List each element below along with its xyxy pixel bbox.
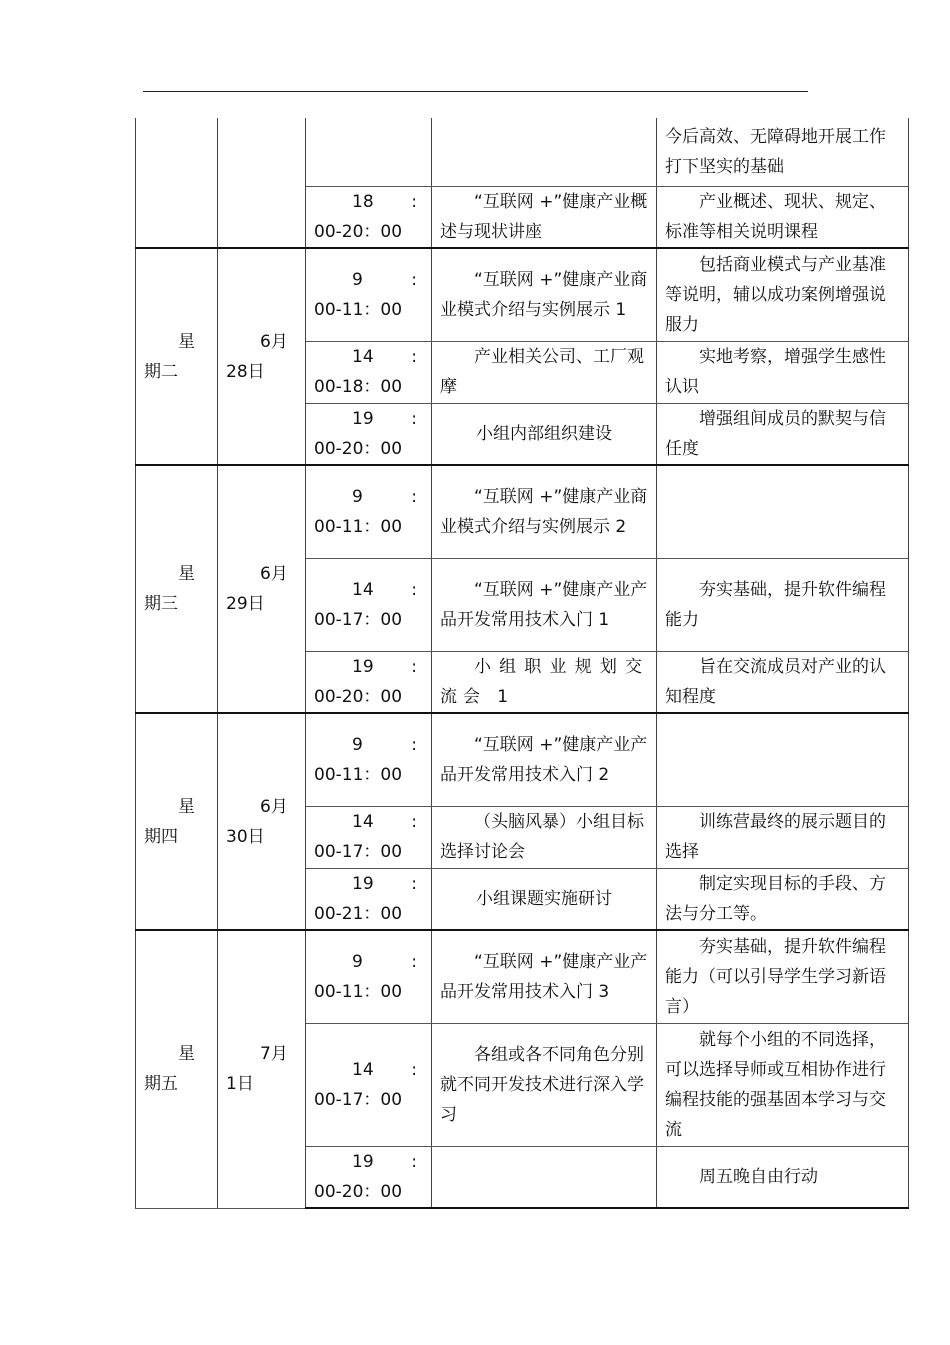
note-cell: 实地考察，增强学生感性认识: [657, 341, 909, 403]
activity-cell: “互联网 +”健康产业产品开发常用技术入门 3: [432, 930, 657, 1023]
time-cell: 14 : 00-18：00: [306, 341, 432, 403]
table-row: [136, 248, 909, 341]
activity-cell: “互联网 +”健康产业产品开发常用技术入门 1: [432, 558, 657, 651]
note-cell: 旨在交流成员对产业的认知程度: [657, 651, 909, 713]
note-cell: 包括商业模式与产业基准等说明，辅以成功案例增强说服力: [657, 248, 909, 341]
activity-cell: 各组或各不同角色分别就不同开发技术进行深入学习: [432, 1023, 657, 1146]
header-rule: [143, 91, 808, 92]
activity-cell: 小组内部组织建设: [432, 403, 657, 465]
time-cell: 19 : 00-20：00: [306, 651, 432, 713]
note-cell: [657, 465, 909, 558]
time-cell: 19 : 00-20：00: [306, 403, 432, 465]
date-cell-continued: [218, 118, 306, 248]
time-cell: 9 : 00-11：00: [306, 248, 432, 341]
day-cell: 星期五: [136, 930, 218, 1208]
time-cell: 9 : 00-11：00: [306, 930, 432, 1023]
note-cell: 产业概述、现状、规定、标准等相关说明课程: [657, 186, 909, 248]
note-cell: 今后高效、无障碍地开展工作打下坚实的基础: [657, 118, 909, 186]
note-cell: 增强组间成员的默契与信任度: [657, 403, 909, 465]
activity-cell: 小组职业规划交流会 1: [432, 651, 657, 713]
day-cell: 星期四: [136, 713, 218, 930]
table-row: [136, 465, 909, 558]
time-cell: 14 : 00-17：00: [306, 1023, 432, 1146]
table-row: [136, 930, 909, 1023]
date-cell: 6月30日: [218, 713, 306, 930]
table-row: [136, 713, 909, 806]
time-cell: 14 : 00-17：00: [306, 558, 432, 651]
day-cell: 星期三: [136, 465, 218, 713]
note-cell: 训练营最终的展示题目的选择: [657, 806, 909, 868]
time-cell: [306, 118, 432, 186]
note-cell: 夯实基础，提升软件编程能力: [657, 558, 909, 651]
time-cell: 9 : 00-11：00: [306, 465, 432, 558]
activity-cell: （头脑风暴）小组目标选择讨论会: [432, 806, 657, 868]
activity-cell: 产业相关公司、工厂观摩: [432, 341, 657, 403]
date-cell: 6月28日: [218, 248, 306, 465]
date-cell: 7月1日: [218, 930, 306, 1208]
activity-cell: 小组课题实施研讨: [432, 868, 657, 930]
table-row: [136, 118, 909, 186]
activity-cell: [432, 1146, 657, 1208]
schedule-table: [135, 118, 909, 1209]
activity-cell: “互联网 +”健康产业产品开发常用技术入门 2: [432, 713, 657, 806]
note-cell: [657, 713, 909, 806]
day-cell-continued: [136, 118, 218, 248]
time-cell: 18 : 00-20：00: [306, 186, 432, 248]
time-cell: 19 : 00-21：00: [306, 868, 432, 930]
day-cell: 星期二: [136, 248, 218, 465]
activity-cell: “互联网 +”健康产业概述与现状讲座: [432, 186, 657, 248]
activity-cell: “互联网 +”健康产业商业模式介绍与实例展示 2: [432, 465, 657, 558]
activity-cell: “互联网 +”健康产业商业模式介绍与实例展示 1: [432, 248, 657, 341]
note-cell: 制定实现目标的手段、方法与分工等。: [657, 868, 909, 930]
time-cell: 14 : 00-17：00: [306, 806, 432, 868]
activity-cell: [432, 118, 657, 186]
note-cell: 周五晚自由行动: [657, 1146, 909, 1208]
time-cell: 19 : 00-20：00: [306, 1146, 432, 1208]
note-cell: 夯实基础，提升软件编程能力（可以引导学生学习新语言）: [657, 930, 909, 1023]
note-cell: 就每个小组的不同选择，可以选择导师或互相协作进行编程技能的强基固本学习与交流: [657, 1023, 909, 1146]
date-cell: 6月29日: [218, 465, 306, 713]
time-cell: 9 : 00-11：00: [306, 713, 432, 806]
